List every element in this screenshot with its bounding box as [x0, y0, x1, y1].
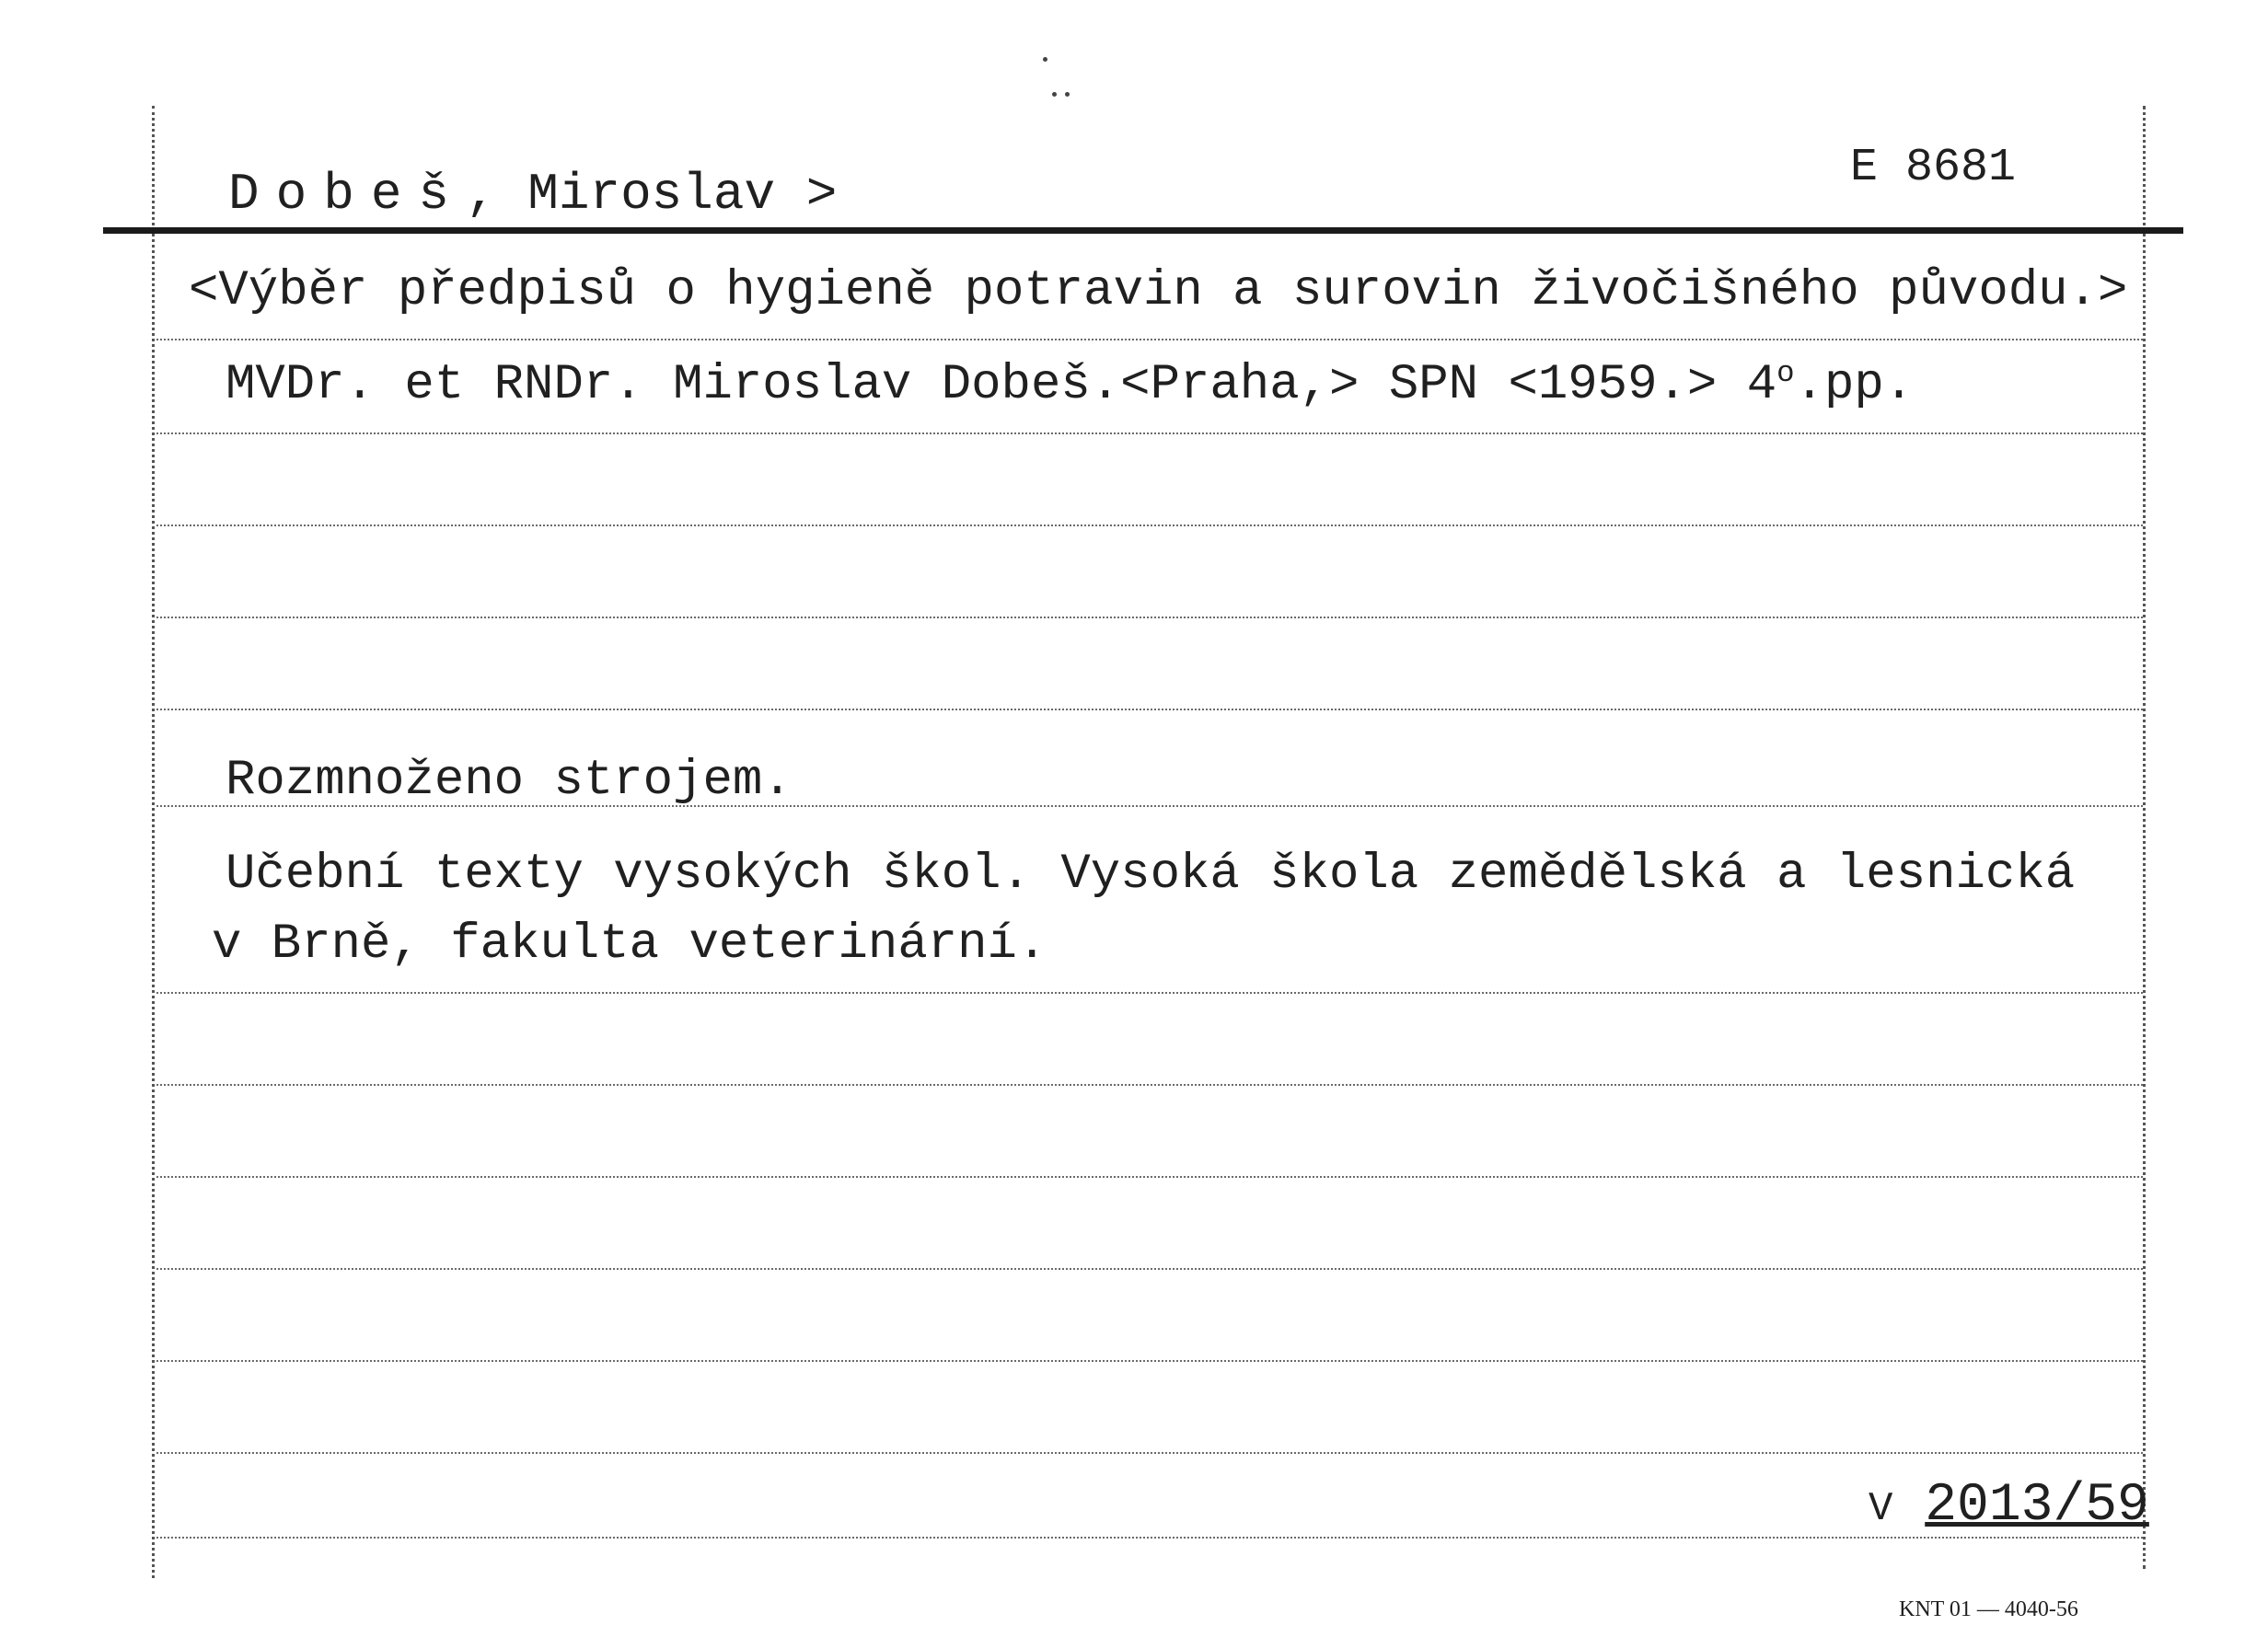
- title-line: [189, 263, 2128, 319]
- title-open-bracket: <: [189, 263, 219, 319]
- left-margin-line: [152, 106, 155, 1578]
- author-surname: Dobeš: [228, 165, 467, 224]
- ruled-line: [156, 1537, 2143, 1539]
- statement-of-responsibility: MVDr. et RNDr. Miroslav Dobeš.: [226, 356, 1121, 413]
- imprint-format-superscript: o: [1776, 356, 1795, 390]
- ruled-line: [156, 432, 2143, 434]
- imprint-year: <1959.>: [1508, 356, 1718, 413]
- imprint-publisher: SPN: [1388, 356, 1479, 413]
- imprint-format: 4: [1746, 356, 1777, 413]
- right-margin-line: [2143, 106, 2146, 1569]
- reproduction-note: Rozmnoženo strojem.: [226, 753, 793, 809]
- punch-mark: [1043, 57, 1047, 62]
- printer-mark: KNT 01 — 4040-56: [1899, 1597, 2078, 1621]
- heading-rule: [103, 227, 2183, 234]
- author-forename: Miroslav: [527, 165, 776, 224]
- title-text: Výběr předpisů o hygieně potravin a surovin živočišného původu.: [218, 263, 2098, 319]
- ruled-line: [156, 617, 2143, 618]
- ruled-line: [156, 1084, 2143, 1086]
- imprint-pages: .pp.: [1794, 356, 1915, 413]
- shelf-mark: [1869, 1476, 2149, 1536]
- ruled-line: [156, 1176, 2143, 1178]
- ruled-line: [156, 1360, 2143, 1362]
- ruled-line: [156, 709, 2143, 710]
- series-note-line1: Učební texty vysokých škol. Vysoká škola zemědělská a lesnická: [226, 847, 2076, 903]
- shelf-mark-prefix: V: [1869, 1486, 1893, 1532]
- ruled-line: [156, 805, 2143, 807]
- heading-author: [228, 165, 838, 224]
- punch-mark: [1052, 92, 1057, 97]
- shelf-mark-number: 2013/59: [1925, 1476, 2149, 1536]
- imprint-place: <Praha,>: [1120, 356, 1360, 413]
- punch-mark: [1065, 92, 1070, 97]
- call-number: E 8681: [1850, 142, 2017, 194]
- ruled-line: [156, 1452, 2143, 1454]
- author-bracket: >: [805, 165, 838, 224]
- series-note-line2: v Brně, fakulta veterinární.: [212, 916, 1047, 973]
- ruled-line: [156, 525, 2143, 526]
- ruled-line: [156, 339, 2143, 340]
- ruled-line: [156, 1268, 2143, 1270]
- ruled-line: [156, 992, 2143, 994]
- title-close-bracket: >: [2097, 263, 2128, 319]
- imprint-line: [226, 356, 1915, 413]
- author-separator: ,: [466, 165, 528, 224]
